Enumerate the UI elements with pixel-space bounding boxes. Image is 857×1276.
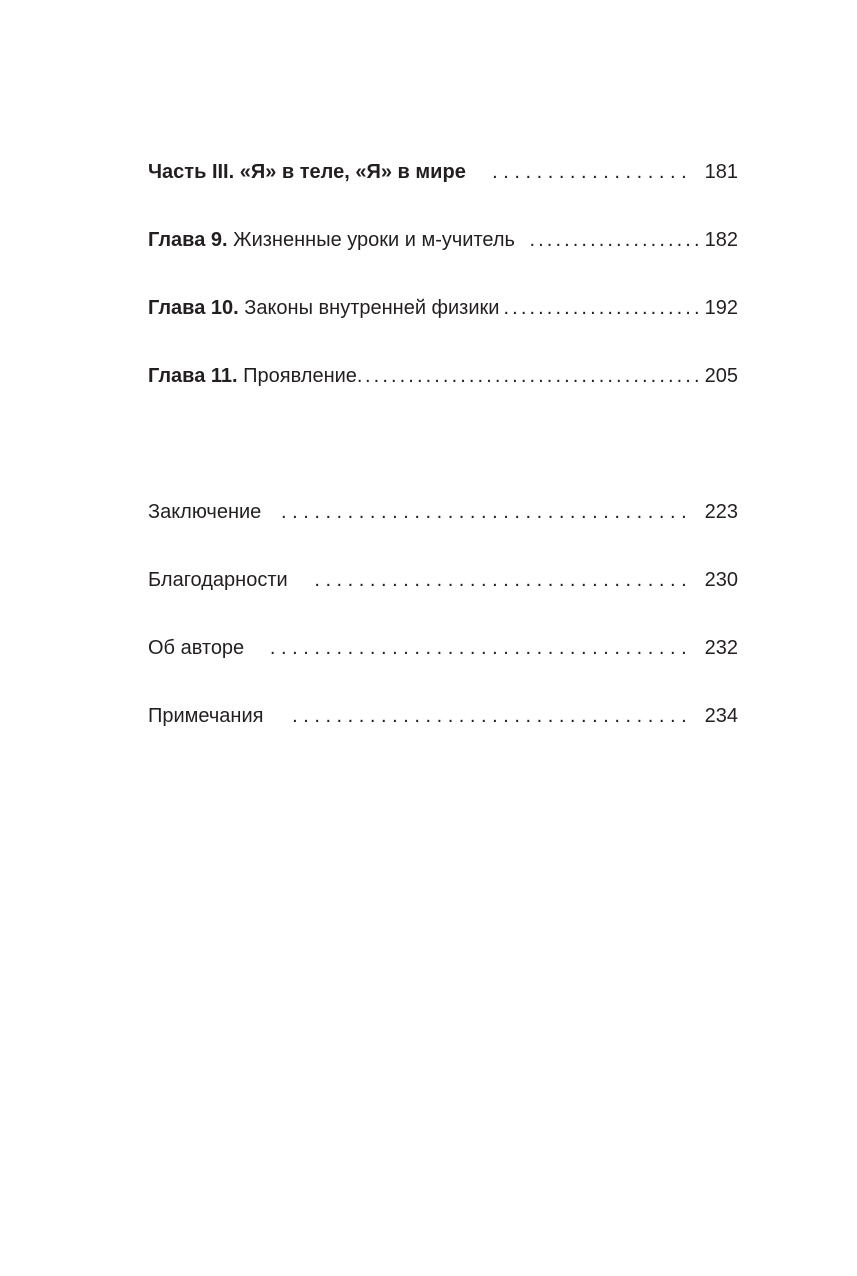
dot-leader <box>291 703 686 729</box>
dot-leader <box>502 295 702 321</box>
toc-chapter-label: Глава 9. <box>148 229 228 251</box>
dot-leader <box>270 635 686 661</box>
toc-entry-conclusion[interactable] <box>148 499 738 525</box>
dot-leader <box>314 567 687 593</box>
toc-page-number: 192 <box>704 297 738 319</box>
toc-entry-acknowledgements[interactable] <box>148 567 738 593</box>
toc-chapter-title <box>148 363 362 389</box>
toc-chapter-label: Глава 10. <box>148 297 239 319</box>
toc-part-title: Часть III. «Я» в теле, «Я» в мире <box>148 161 466 183</box>
toc-page-number: 181 <box>704 161 738 183</box>
toc-chapter-label: Глава 11. <box>148 365 238 387</box>
toc-entry-title: Примечания <box>148 705 264 727</box>
toc-page-number: 232 <box>704 637 738 659</box>
toc-chapter-name: Законы внутренней физики <box>244 297 500 319</box>
toc-entry-chapter-11[interactable] <box>148 363 738 389</box>
dot-leader <box>525 227 703 253</box>
toc-page-number: 223 <box>704 501 738 523</box>
toc-entry-title: Заключение <box>148 501 262 523</box>
toc-page-number: 234 <box>704 705 738 727</box>
dot-leader <box>281 499 686 525</box>
toc-page-number: 182 <box>704 229 738 251</box>
toc-entry-title: Об авторе <box>148 637 245 659</box>
toc-chapter-name: Жизненные уроки и м-учитель <box>233 229 515 251</box>
toc-page-number: 205 <box>704 365 738 387</box>
toc-entry-chapter-9[interactable] <box>148 227 738 253</box>
toc-entry-about-author[interactable] <box>148 635 738 661</box>
toc-entry-part-3[interactable] <box>148 159 738 185</box>
dot-leader <box>486 159 687 185</box>
toc-chapter-name: Проявление. <box>243 365 363 387</box>
toc-chapter-title <box>148 227 515 253</box>
toc-page-number: 230 <box>704 569 738 591</box>
toc-chapter-title <box>148 295 499 321</box>
toc-entry-notes[interactable] <box>148 703 738 729</box>
toc-entry-chapter-10[interactable] <box>148 295 738 321</box>
dot-leader <box>365 363 702 389</box>
toc-entry-title: Благодарности <box>148 569 288 591</box>
